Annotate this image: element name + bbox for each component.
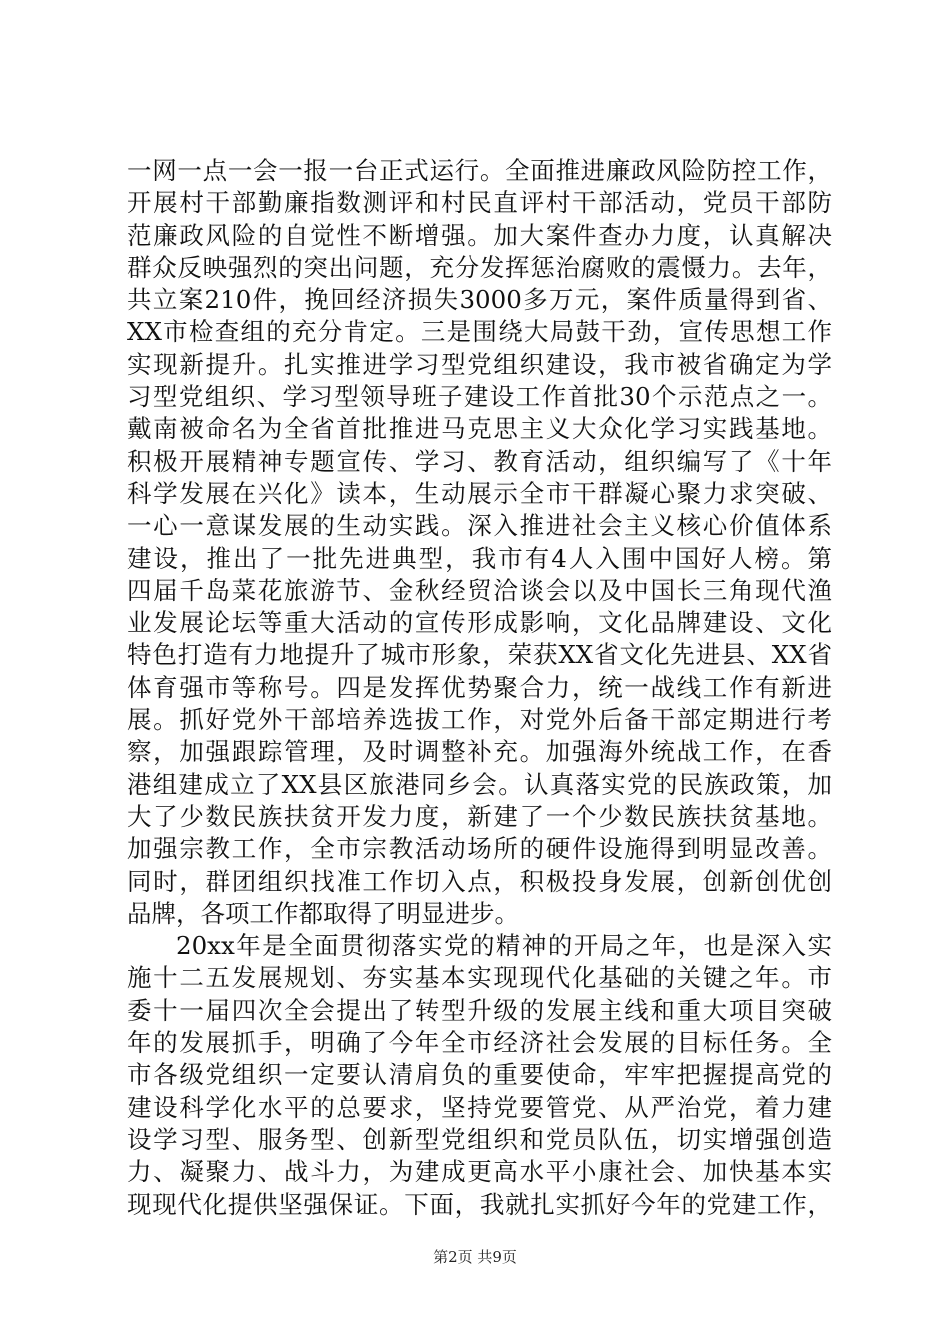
text-line: 现现代化提供坚强保证。下面，我就扎实抓好今年的党建工作， (127, 1189, 832, 1219)
text-line: 开展村干部勤廉指数测评和村民直评村干部活动，党员干部防 (127, 188, 832, 218)
text-line: 一网一点一会一报一台正式运行。全面推进廉政风险防控工作， (127, 156, 832, 185)
text-line: 设学习型、服务型、创新型党组织和党员队伍，切实增强创造 (127, 1124, 832, 1154)
text-line: 群众反映强烈的突出问题，充分发挥惩治腐败的震慑力。去年， (127, 252, 832, 282)
text-line: 加强宗教工作，全市宗教活动场所的硬件设施得到明显改善。 (127, 834, 832, 864)
text-line: 港组建成立了XX县区旅港同乡会。认真落实党的民族政策，加 (127, 769, 832, 799)
text-line: 20xx年是全面贯彻落实党的精神的开局之年，也是深入实 (176, 931, 832, 961)
paragraph-1 (127, 155, 832, 930)
text-line: 建设科学化水平的总要求，坚持党要管党、从严治党，着力建 (127, 1092, 832, 1122)
text-line: 实现新提升。扎实推进学习型党组织建设，我市被省确定为学 (127, 349, 832, 379)
text-line: 品牌，各项工作都取得了明显进步。 (127, 898, 519, 928)
text-line: 同时，群团组织找准工作切入点，积极投身发展，创新创优创 (127, 866, 832, 896)
document-body (127, 155, 832, 1221)
text-line: 业发展论坛等重大活动的宣传形成影响，文化品牌建设、文化 (127, 608, 832, 638)
text-line: 展。抓好党外干部培养选拔工作，对党外后备干部定期进行考 (127, 705, 832, 735)
text-line: XX市检查组的充分肯定。三是围绕大局鼓干劲，宣传思想工作 (127, 317, 832, 347)
text-line: 共立案210件，挽回经济损失3000多万元，案件质量得到省、 (127, 285, 832, 315)
text-line: 力、凝聚力、战斗力，为建成更高水平小康社会、加快基本实 (127, 1157, 832, 1187)
text-line: 习型党组织、学习型领导班子建设工作首批30个示范点之一。 (127, 382, 832, 412)
text-line: 大了少数民族扶贫开发力度，新建了一个少数民族扶贫基地。 (127, 801, 832, 831)
text-line: 建设，推出了一批先进典型，我市有4人入围中国好人榜。第 (127, 543, 832, 573)
text-line: 积极开展精神专题宣传、学习、教育活动，组织编写了《十年 (127, 446, 832, 476)
text-line: 委十一届四次全会提出了转型升级的发展主线和重大项目突破 (127, 995, 832, 1025)
text-line: 四届千岛菜花旅游节、金秋经贸洽谈会以及中国长三角现代渔 (127, 575, 832, 605)
text-line: 市各级党组织一定要认清肩负的重要使命，牢牢把握提高党的 (127, 1060, 832, 1090)
page-number-footer: 第2页 共9页 (433, 1248, 517, 1266)
paragraph-2 (127, 930, 832, 1221)
text-line: 施十二五发展规划、夯实基本实现现代化基础的关键之年。市 (127, 963, 832, 993)
text-line: 体育强市等称号。四是发挥优势聚合力，统一战线工作有新进 (127, 672, 832, 702)
text-line: 察，加强跟踪管理，及时调整补充。加强海外统战工作，在香 (127, 737, 832, 767)
text-line: 一心一意谋发展的生动实践。深入推进社会主义核心价值体系 (127, 511, 832, 541)
text-line: 戴南被命名为全省首批推进马克思主义大众化学习实践基地。 (127, 414, 832, 444)
text-line: 特色打造有力地提升了城市形象，荣获XX省文化先进县、XX省 (127, 640, 832, 670)
text-line: 年的发展抓手，明确了今年全市经济社会发展的目标任务。全 (127, 1028, 832, 1058)
text-line: 科学发展在兴化》读本，生动展示全市干群凝心聚力求突破、 (127, 478, 832, 508)
text-line: 范廉政风险的自觉性不断增强。加大案件查办力度，认真解决 (127, 220, 832, 250)
